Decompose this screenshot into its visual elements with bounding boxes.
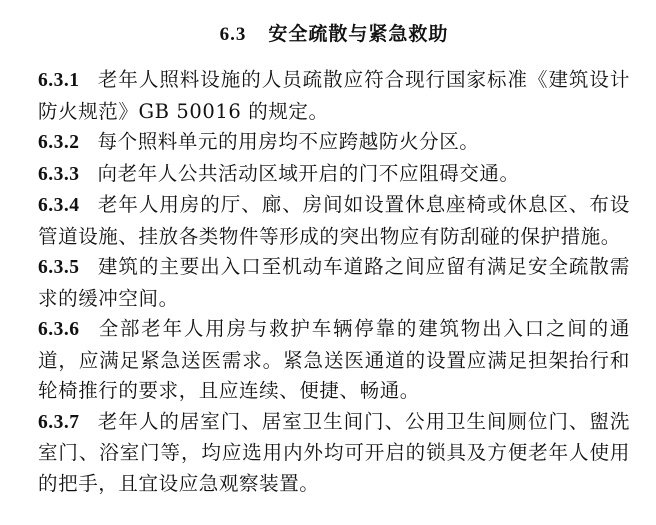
clause-6-3-3 bbox=[38, 159, 630, 191]
clause-6-3-7 bbox=[38, 407, 630, 500]
clause-text: 向老年人公共活动区域开启的门不应阻碍交通。 bbox=[97, 161, 520, 185]
clause-text: 老年人照料设施的人员疏散应符合现行国家标准《建筑设计防火规范》GB 50016 的规定。 bbox=[38, 68, 630, 123]
clause-6-3-6 bbox=[38, 314, 630, 407]
clause-text: 每个照料单元的用房均不应跨越防火分区。 bbox=[97, 130, 480, 153]
clause-number: 6.3.7 bbox=[38, 411, 80, 433]
clause-6-3-2 bbox=[38, 127, 630, 159]
clause-text: 老年人用房的厅、廊、房间如设置休息座椅或休息区、布设管道设施、挂放各类物件等形成的突出物应有防刮碰的保护措施。 bbox=[38, 193, 630, 248]
section-heading bbox=[38, 18, 630, 51]
section-title: 安全疏散与紧急救助 bbox=[268, 23, 449, 45]
clause-number: 6.3.6 bbox=[38, 319, 80, 340]
clause-text: 全部老年人用房与救护车辆停靠的建筑物出入口之间的通道，应满足紧急送医需求。紧急送医通道的设置应满足担架抬行和轮椅推行的要求，且应连续、便捷、畅通。 bbox=[38, 317, 630, 402]
clause-text: 老年人的居室门、居室卫生间门、公用卫生间厕位门、盥洗室门、浴室门等，均应选用内外均可开启的锁具及方便老年人使用的把手，且宜设应急观察装置。 bbox=[38, 409, 630, 495]
clause-number: 6.3.4 bbox=[38, 195, 80, 216]
clause-6-3-5 bbox=[38, 252, 630, 314]
clause-6-3-1 bbox=[38, 65, 630, 127]
clause-number: 6.3.1 bbox=[38, 70, 80, 91]
clause-number: 6.3.5 bbox=[38, 257, 80, 278]
clause-number: 6.3.2 bbox=[38, 132, 80, 153]
clause-6-3-4 bbox=[38, 190, 630, 252]
clause-text: 建筑的主要出入口至机动车道路之间应留有满足安全疏散需求的缓冲空间。 bbox=[38, 255, 630, 310]
clause-number: 6.3.3 bbox=[38, 163, 80, 185]
section-number: 6.3 bbox=[219, 24, 247, 45]
